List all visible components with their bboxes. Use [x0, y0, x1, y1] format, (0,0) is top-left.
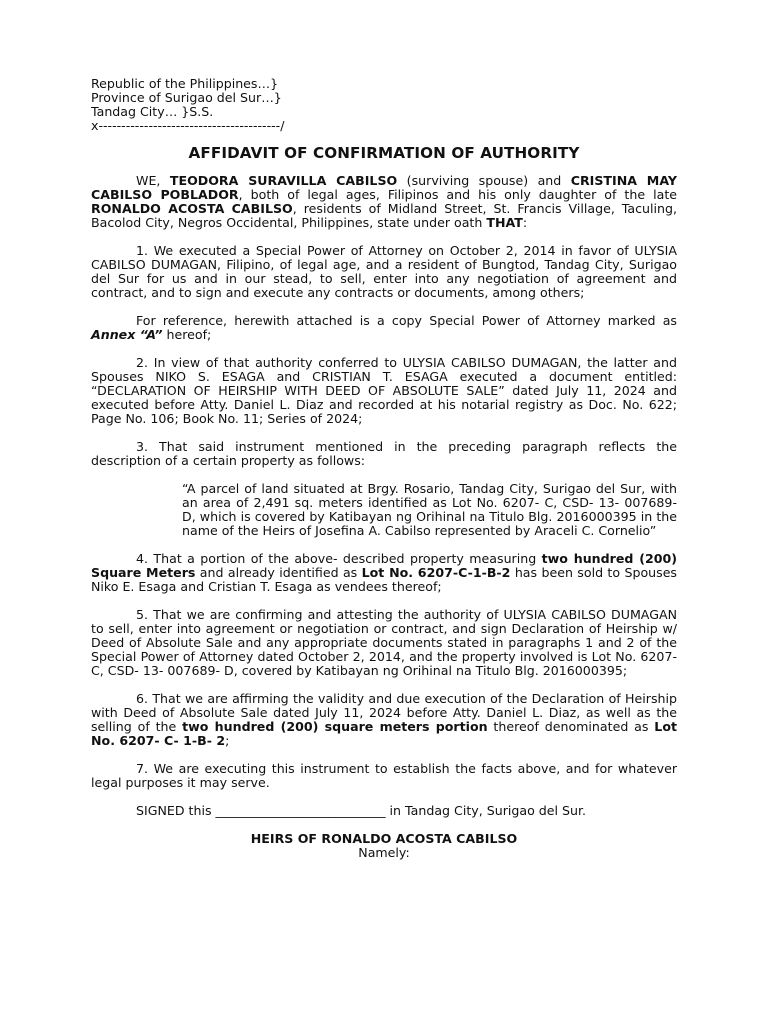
intro-text-5: : [522, 215, 528, 230]
paragraph-4 [91, 552, 677, 594]
para4-lot-number: Lot No. 6207-C-1-B-2 [361, 565, 511, 580]
para6-area: two hundred (200) square meters portion [182, 719, 488, 734]
para6-text-1: 6. That we are affirming the validity and due execution of the Declaration of Heirship with Deed of Absolute Sale dated July 11, 2024 before Atty. Daniel L. Diaz, as well as the selling of the [91, 691, 677, 734]
paragraph-7: 7. We are executing this instrument to establish the facts above, and for whatever legal purposes it may serve. [91, 761, 677, 790]
venue-line-separator: x----------------------------------------/ [91, 118, 285, 133]
reference-text-1: For reference, herewith attached is a copy Special Power of Attorney marked as [136, 313, 677, 328]
venue-line-province: Province of Surigao del Sur…} [91, 90, 282, 105]
para4-text-3: has been sold to Spouses Niko E. Esaga and Cristian T. Esaga as vendees thereof; [91, 565, 677, 594]
paragraph-6 [91, 692, 677, 748]
namely-label: Namely: [358, 845, 410, 860]
para4-text-1: 4. That a portion of the above- described property measuring [136, 551, 542, 566]
paragraph-1: 1. We executed a Special Power of Attorney on October 2, 2014 in favor of ULYSIA CABILSO DUMAGAN, Filipino, of legal age, and a resident of Bungtod, Tandag City, Surigao del Sur for us and in our stead, to sell, enter into any negotiation of agreement and contract, and to sign and execute any contracts or documents, among others; [91, 243, 677, 300]
paragraph-5: 5. That we are confirming and attesting the authority of ULYSIA CABILSO DUMAGAN to sell, enter into agreement or negotiation or contract, and sign Declaration of Heirship w/ Deed of Absolute Sale and any appropriate documents stated in paragraphs 1 and 2 of the Special Power of Attorney dated October 2, 2014, and the property involved is Lot No. 6207- C, CSD- 13- 007689- D, covered by Katibayan ng Orihinal na Titulo Blg. 2016000395; [91, 607, 677, 678]
para6-text-3: ; [225, 733, 230, 748]
intro-that: THAT [486, 215, 523, 230]
intro-paragraph [91, 174, 677, 230]
property-description-quote: “A parcel of land situated at Brgy. Rosario, Tandag City, Surigao del Sur, with an area of 2,491 sq. meters identified as Lot No. 6207- C, CSD- 13- 007689- D, which is covered by Katibayan ng Orihinal na Titulo Blg. 2016000395 in the name of the Heirs of Josefina A. Cabilso represented by Araceli C. Cornelio” [182, 481, 677, 538]
annex-label: Annex “A” [91, 327, 163, 342]
signed-line: SIGNED this ___________________________ in Tandag City, Surigao del Sur. [136, 803, 587, 818]
para6-lot-number: Lot No. 6207- C- 1-B- 2 [91, 719, 677, 748]
venue-line-republic: Republic of the Philippines…} [91, 76, 279, 91]
reference-text-2: hereof; [162, 327, 212, 342]
affiant-name-2: CRISTINA MAY CABILSO POBLADOR [91, 173, 678, 202]
document-title: AFFIDAVIT OF CONFIRMATION OF AUTHORITY [188, 144, 580, 162]
affiant-name-1: TEODORA SURAVILLA CABILSO [169, 173, 398, 188]
venue-line-city: Tandag City… }S.S. [91, 104, 214, 119]
venue-header [91, 77, 677, 133]
para4-area: two hundred (200) Square Meters [91, 551, 677, 580]
para6-text-2: thereof denominated as [487, 719, 655, 734]
deceased-name: RONALDO ACOSTA CABILSO [91, 201, 293, 216]
intro-text-2: (surviving spouse) and [397, 173, 571, 188]
intro-text-4: , residents of Midland Street, St. Francis Village, Taculing, Bacolod City, Negros Occidental, Philippines, state under oath [91, 201, 677, 230]
heirs-heading: HEIRS OF RONALDO ACOSTA CABILSO [250, 831, 518, 846]
para4-text-2: and already identified as [195, 565, 362, 580]
paragraph-2: 2. In view of that authority conferred to ULYSIA CABILSO DUMAGAN, the latter and Spouses NIKO S. ESAGA and CRISTIAN T. ESAGA executed a document entitled: “DECLARATION OF HEIRSHIP WITH DEED OF ABSOLUTE SALE” dated July 11, 2024 and executed before Atty. Daniel L. Diaz and recorded at his notarial registry as Doc. No. 622; Page No. 106; Book No. 11; Series of 2024; [91, 355, 677, 426]
reference-paragraph [91, 314, 677, 342]
paragraph-3: 3. That said instrument mentioned in the preceding paragraph reflects the description of a certain property as follows: [91, 439, 677, 468]
intro-text-1: WE, [136, 173, 170, 188]
intro-text-3: , both of legal ages, Filipinos and his only daughter of the late [238, 187, 677, 202]
